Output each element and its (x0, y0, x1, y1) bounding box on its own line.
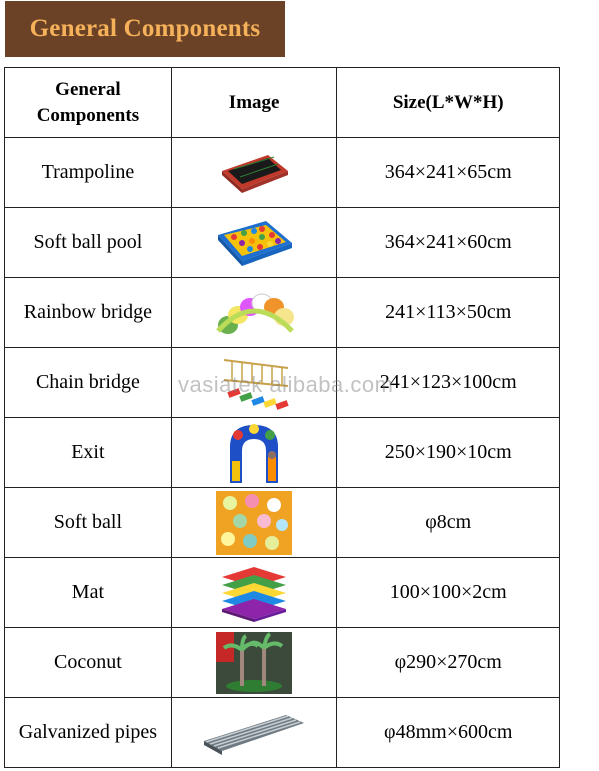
component-name: Galvanized pipes (5, 698, 172, 768)
header-components: General Components (5, 68, 172, 138)
table-row (5, 628, 560, 698)
component-size: 364×241×60cm (337, 208, 560, 278)
chain-bridge-image (214, 354, 294, 412)
mat-stack-image (214, 561, 294, 625)
section-banner (5, 1, 285, 57)
component-image-cell (171, 558, 337, 628)
component-name: Exit (5, 418, 172, 488)
component-image-cell (171, 138, 337, 208)
component-size: 241×123×100cm (337, 348, 560, 418)
component-size: φ290×270cm (337, 628, 560, 698)
exit-arch-image (226, 421, 282, 485)
component-image-cell (171, 488, 337, 558)
component-name: Coconut (5, 628, 172, 698)
component-size: φ48mm×600cm (337, 698, 560, 768)
component-name: Soft ball pool (5, 208, 172, 278)
component-name: Chain bridge (5, 348, 172, 418)
component-image-cell (171, 418, 337, 488)
table-row (5, 698, 560, 768)
header-image: Image (171, 68, 337, 138)
pipes-image (202, 709, 306, 757)
table-row (5, 418, 560, 488)
component-name: Mat (5, 558, 172, 628)
component-name: Trampoline (5, 138, 172, 208)
component-image-cell (171, 208, 337, 278)
component-name: Soft ball (5, 488, 172, 558)
component-image-cell (171, 698, 337, 768)
components-table (4, 67, 560, 768)
table-row (5, 488, 560, 558)
watermark: vasiatek alibaba.com (178, 372, 394, 397)
component-size: 100×100×2cm (337, 558, 560, 628)
trampoline-image (218, 149, 290, 197)
soft-balls-image (216, 491, 292, 555)
component-size: 241×113×50cm (337, 278, 560, 348)
table-header-row (5, 68, 560, 138)
table-row (5, 138, 560, 208)
component-name: Rainbow bridge (5, 278, 172, 348)
table-row (5, 278, 560, 348)
table-row (5, 558, 560, 628)
coconut-tree-image (216, 632, 292, 694)
header-size: Size(L*W*H) (337, 68, 560, 138)
table-row (5, 208, 560, 278)
rainbow-bridge-image (208, 285, 300, 341)
component-image-cell (171, 628, 337, 698)
component-size: 250×190×10cm (337, 418, 560, 488)
ball-pool-image (214, 217, 294, 269)
component-size: 364×241×65cm (337, 138, 560, 208)
banner-title: General Components (29, 15, 261, 42)
table-row (5, 348, 560, 418)
component-size: φ8cm (337, 488, 560, 558)
component-image-cell (171, 348, 337, 418)
component-image-cell (171, 278, 337, 348)
